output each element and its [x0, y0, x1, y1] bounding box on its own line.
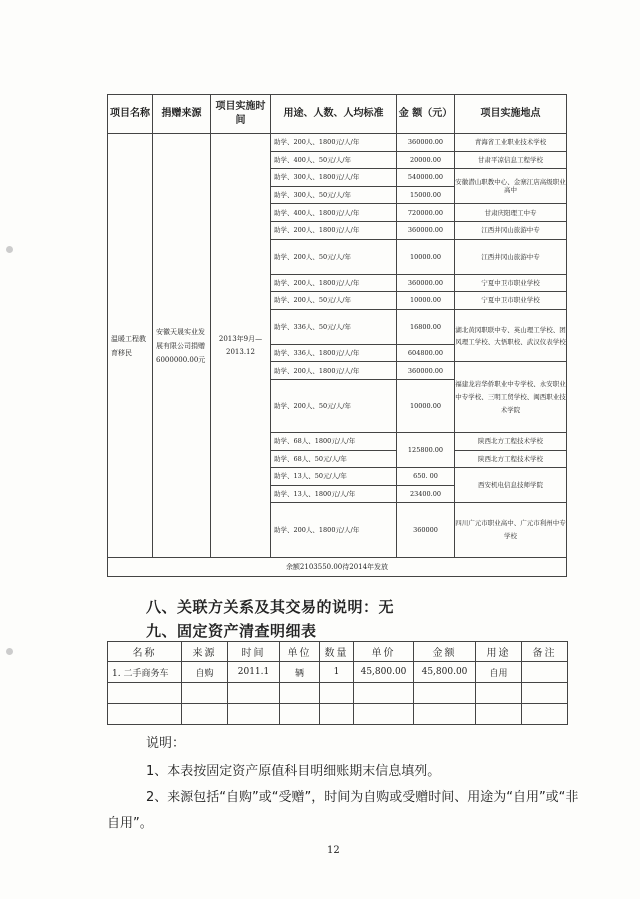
header-amount: 金 额（元） [397, 95, 455, 134]
source-cell: 安徽天晟实业发展有限公司捐赠6000000.00元 [153, 134, 211, 558]
empty-cell [228, 704, 280, 725]
location-cell: 宁夏中卫市职业学校 [455, 274, 567, 292]
table-row [108, 662, 568, 683]
project-name-cell: 温暖工程教育移民 [108, 134, 153, 558]
asset-name-cell: 1. 二手商务车 [108, 662, 182, 683]
section-9-heading: 九、固定资产清查明细表 [146, 622, 317, 640]
usage-cell: 助学、200人、50元/人/年 [271, 292, 397, 310]
table-row [108, 683, 568, 704]
location-cell: 青海省工业职业技术学校 [455, 134, 567, 152]
usage-cell: 助学、68人、1800元/人/年 [271, 432, 397, 450]
usage-cell: 助学、336人、50元/人/年 [271, 309, 397, 344]
asset-header-time: 时间 [228, 642, 280, 662]
period-cell: 2013年9月—2013.12 [211, 134, 271, 558]
asset-time-cell: 2011.1 [228, 662, 280, 683]
location-cell: 江西井冈山旅游中专 [455, 239, 567, 274]
location-cell: 宁夏中卫市职业学校 [455, 292, 567, 310]
amount-cell: 20000.00 [397, 151, 455, 169]
usage-cell: 助学、13人、50元/人/年 [271, 468, 397, 486]
empty-cell [414, 704, 476, 725]
asset-quantity-cell: 1 [320, 662, 354, 683]
amount-cell: 650. 00 [397, 468, 455, 486]
donation-table [107, 94, 567, 577]
location-cell: 陕西北方工程技术学校 [455, 432, 567, 450]
usage-cell: 助学、300人、1800元/人/年 [271, 169, 397, 187]
location-cell: 陕西北方工程技术学校 [455, 450, 567, 468]
empty-cell [320, 704, 354, 725]
empty-cell [108, 683, 182, 704]
usage-cell: 助学、13人、1800元/人/年 [271, 485, 397, 503]
empty-cell [182, 704, 228, 725]
amount-cell: 360000.00 [397, 274, 455, 292]
header-project: 项目名称 [108, 95, 153, 134]
empty-cell [280, 704, 320, 725]
amount-cell: 360000.00 [397, 221, 455, 239]
empty-cell [320, 683, 354, 704]
empty-cell [522, 704, 568, 725]
header-usage: 用途、人数、人均标准 [271, 95, 397, 134]
location-cell: 湖北黄冈职联中专、英山理工学校、团风理工学校、大悟职校、武汉仪表学校 [455, 309, 567, 362]
location-cell: 甘肃平凉信息工程学校 [455, 151, 567, 169]
section-8-heading: 八、关联方关系及其交易的说明：无 [146, 598, 395, 616]
usage-cell: 助学、200人、1800元/人/年 [271, 362, 397, 380]
note-item-2-continued: 自用”。 [107, 816, 153, 831]
usage-cell: 助学、400人、1800元/人/年 [271, 204, 397, 222]
asset-remark-cell [522, 662, 568, 683]
page-number: 12 [327, 845, 340, 856]
amount-cell: 15000.00 [397, 186, 455, 204]
balance-footer: 余额2103550.00待2014年发放 [108, 558, 567, 577]
usage-cell: 助学、300人、50元/人/年 [271, 186, 397, 204]
amount-cell: 16800.00 [397, 309, 455, 344]
asset-header-amount: 金额 [414, 642, 476, 662]
usage-cell: 助学、200人、1800元/人/年 [271, 274, 397, 292]
asset-header-unit: 单位 [280, 642, 320, 662]
asset-usage-cell: 自用 [476, 662, 522, 683]
amount-cell: 125800.00 [397, 432, 455, 467]
usage-cell: 助学、200人、1800元/人/年 [271, 134, 397, 152]
empty-cell [228, 683, 280, 704]
header-source: 捐赠来源 [153, 95, 211, 134]
empty-cell [522, 683, 568, 704]
amount-cell: 604800.00 [397, 344, 455, 362]
usage-cell: 助学、200人、1800元/人/年 [271, 221, 397, 239]
empty-cell [414, 683, 476, 704]
usage-cell: 助学、400人、50元/人/年 [271, 151, 397, 169]
empty-cell [476, 704, 522, 725]
location-cell: 安徽潜山职教中心、金寨江店高级职业高中 [455, 169, 567, 204]
empty-cell [476, 683, 522, 704]
binding-hole [6, 246, 13, 253]
empty-cell [354, 683, 414, 704]
amount-cell: 360000.00 [397, 134, 455, 152]
asset-unit-cell: 辆 [280, 662, 320, 683]
amount-cell: 360000.00 [397, 362, 455, 380]
amount-cell: 720000.00 [397, 204, 455, 222]
asset-amount-cell: 45,800.00 [414, 662, 476, 683]
amount-cell: 10000.00 [397, 379, 455, 432]
empty-cell [354, 704, 414, 725]
asset-header-remark: 备注 [522, 642, 568, 662]
asset-header-quantity: 数量 [320, 642, 354, 662]
header-location: 项目实施地点 [455, 95, 567, 134]
notes-title: 说明： [146, 736, 186, 751]
note-item-1: 1、本表按固定资产原值科目明细账期末信息填列。 [146, 764, 441, 779]
usage-cell: 助学、200人、50元/人/年 [271, 379, 397, 432]
asset-header-usage: 用途 [476, 642, 522, 662]
usage-cell: 助学、336人、1800元/人/年 [271, 344, 397, 362]
location-cell: 福建龙岩华侨职业中专学校、永安职业中专学校、三明工贸学校、闽西职业技术学院 [455, 362, 567, 433]
table-row [108, 704, 568, 725]
location-cell: 甘肃庆阳理工中专 [455, 204, 567, 222]
location-cell: 江西井冈山旅游中专 [455, 221, 567, 239]
asset-header-name: 名称 [108, 642, 182, 662]
usage-cell: 助学、68人、50元/人/年 [271, 450, 397, 468]
header-period: 项目实施时间 [211, 95, 271, 134]
amount-cell: 360000 [397, 503, 455, 558]
fixed-asset-table [107, 641, 568, 725]
asset-unit-price-cell: 45,800.00 [354, 662, 414, 683]
empty-cell [280, 683, 320, 704]
empty-cell [182, 683, 228, 704]
amount-cell: 540000.00 [397, 169, 455, 187]
amount-cell: 10000.00 [397, 292, 455, 310]
binding-hole [6, 648, 13, 655]
location-cell: 西安机电信息技师学院 [455, 468, 567, 503]
empty-cell [108, 704, 182, 725]
note-item-2: 2、来源包括“自购”或“受赠”，时间为自购或受赠时间、用途为“自用”或“非 [146, 790, 579, 805]
amount-cell: 10000.00 [397, 239, 455, 274]
usage-cell: 助学、200人、1800元/人/年 [271, 503, 397, 558]
asset-header-source: 来源 [182, 642, 228, 662]
location-cell: 四川广元市职业高中、广元市利州中专学校 [455, 503, 567, 558]
asset-header-unit-price: 单价 [354, 642, 414, 662]
amount-cell: 23400.00 [397, 485, 455, 503]
asset-source-cell: 自购 [182, 662, 228, 683]
usage-cell: 助学、200人、50元/人/年 [271, 239, 397, 274]
